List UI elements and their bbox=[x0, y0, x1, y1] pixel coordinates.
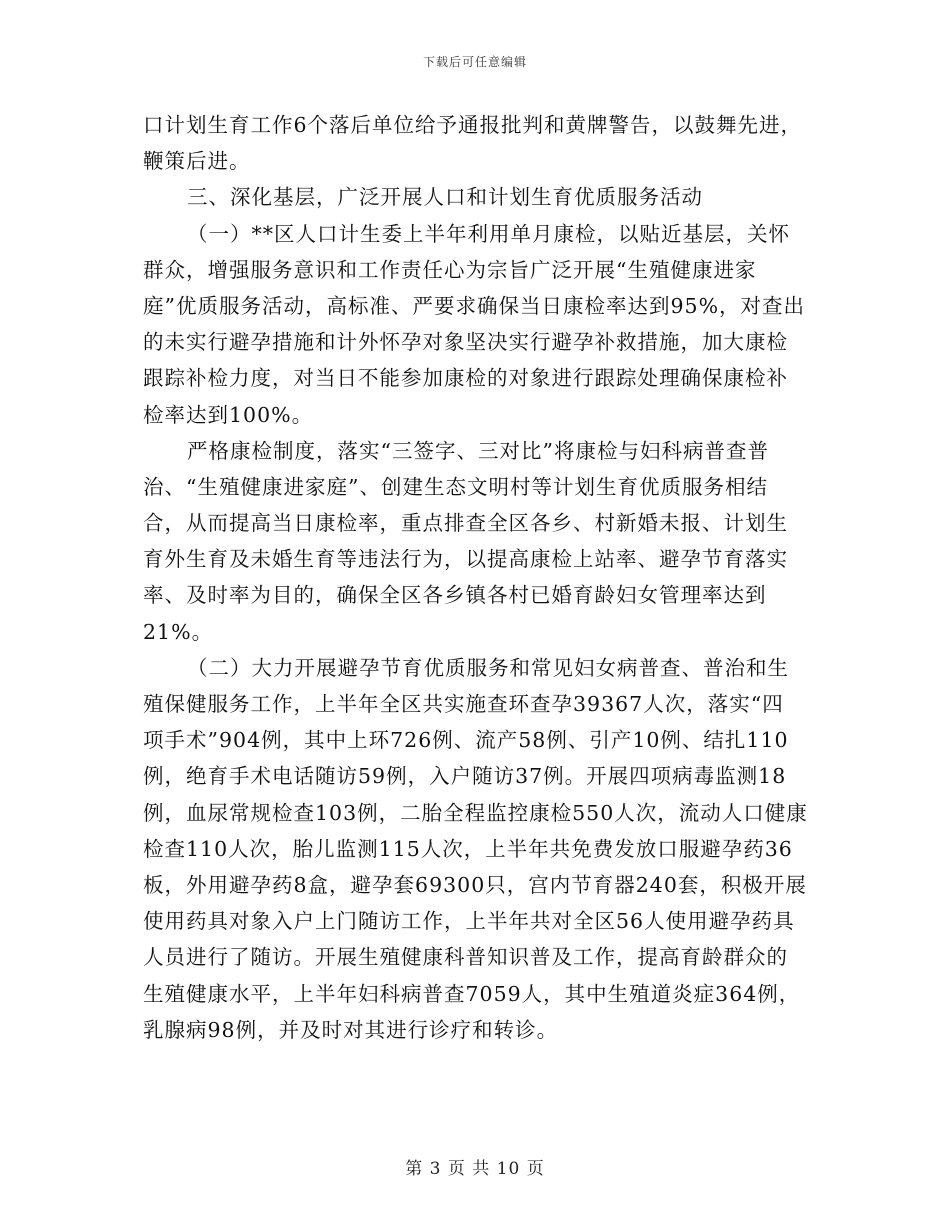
text-line: 合，从而提高当日康检率，重点排查全区各乡、村新婚未报、计划生 bbox=[143, 511, 788, 536]
text-line: 检率达到100%。 bbox=[143, 402, 314, 427]
text-line: 群众，增强服务意识和工作责任心为宗旨广泛开展“生殖健康进家 bbox=[143, 257, 757, 282]
text-line: 严格康检制度，落实“三签字、三对比”将康检与妇科病普查普 bbox=[187, 438, 769, 463]
text-line: 的未实行避孕措施和计外怀孕对象坚决实行避孕补救措施，加大康检 bbox=[143, 330, 788, 355]
text-line: 殖保健服务工作，上半年全区共实施查环查孕39367人次，落实“四 bbox=[143, 692, 784, 716]
text-line: 项手术”904例，其中上环726例、流产58例、引产10例、结扎110 bbox=[143, 728, 789, 753]
text-line: 口计划生育工作6个落后单位给予通报批判和黄牌警告，以鼓舞先进， bbox=[143, 113, 803, 137]
text-line: 乳腺病98例，并及时对其进行诊疗和转诊。 bbox=[143, 1017, 559, 1042]
text-line: 育外生育及未婚生育等违法行为，以提高康检上站率、避孕节育落实 bbox=[143, 547, 788, 572]
text-line: 率、及时率为目的，确保全区各乡镇各村已婚育龄妇女管理率达到 bbox=[143, 583, 767, 608]
page-number: 第 3 页 共 10 页 bbox=[405, 1159, 545, 1179]
text-line: 检查110人次，胎儿监测115人次，上半年共免费发放口服避孕药36 bbox=[143, 836, 793, 861]
text-line: 庭”优质服务活动，高标准、严要求确保当日康检率达到95%，对查出 bbox=[143, 293, 806, 318]
text-line: 例，绝育手术电话随访59例，入户随访37例。开展四项病毒监测18 bbox=[143, 764, 787, 789]
text-line: 21%。 bbox=[143, 619, 214, 644]
text-line: 跟踪补检力度，对当日不能参加康检的对象进行跟踪处理确保康检补 bbox=[143, 366, 788, 391]
page-header-note: 下载后可任意编辑 bbox=[422, 55, 527, 69]
text-line: （一）**区人口计生委上半年利用单月康检，以贴近基层，关怀 bbox=[187, 221, 790, 246]
text-line: 三、深化基层，广泛开展人口和计划生育优质服务活动 bbox=[187, 185, 703, 210]
text-line: 例，血尿常规检查103例，二胎全程监控康检550人次，流动人口健康 bbox=[143, 800, 808, 825]
text-line: 生殖健康水平，上半年妇科病普查7059人，其中生殖道炎症364例， bbox=[143, 981, 801, 1006]
text-line: 鞭策后进。 bbox=[143, 149, 251, 174]
document-body bbox=[143, 107, 813, 1048]
text-line: （二）大力开展避孕节育优质服务和常见妇女病普查、普治和生 bbox=[187, 655, 789, 680]
text-line: 治、“生殖健康进家庭”、创建生态文明村等计划生育优质服务相结 bbox=[143, 474, 768, 499]
text-line: 板，外用避孕药8盒，避孕套69300只，宫内节育器240套，积极开展 bbox=[143, 872, 807, 897]
text-line: 使用药具对象入户上门随访工作，上半年共对全区56人使用避孕药具 bbox=[143, 909, 795, 934]
text-line: 人员进行了随访。开展生殖健康科普知识普及工作，提高育龄群众的 bbox=[143, 945, 788, 970]
